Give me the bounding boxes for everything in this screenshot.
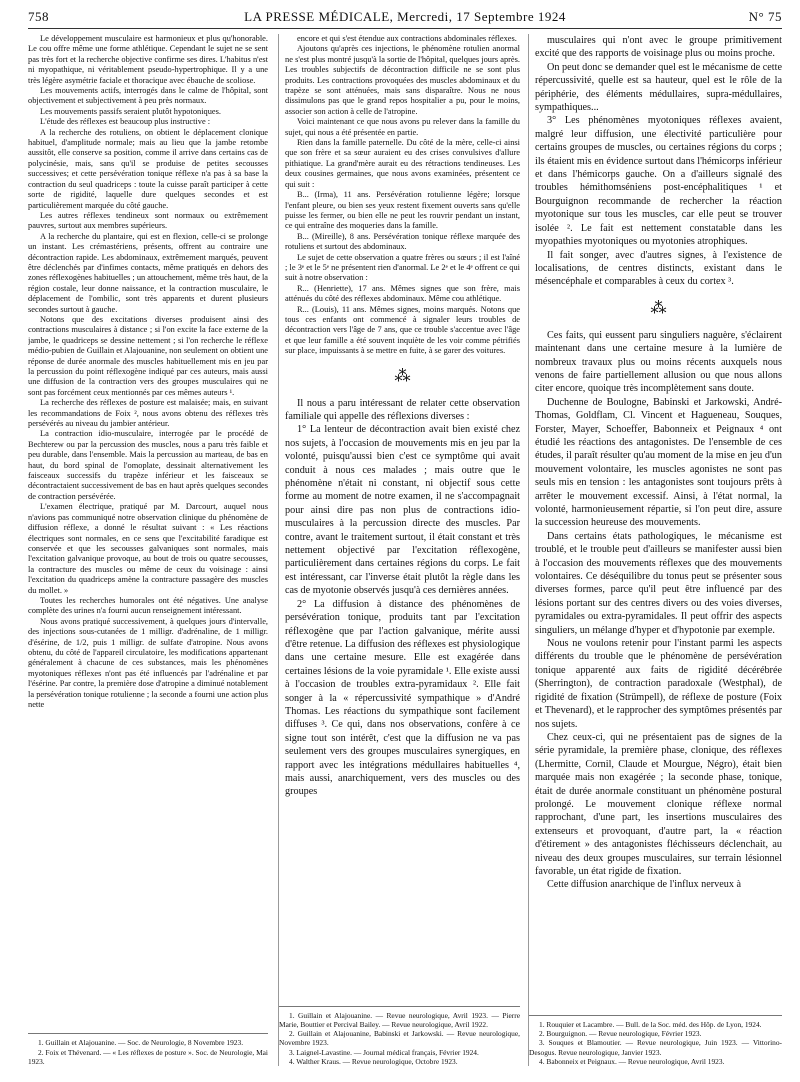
page-header xyxy=(28,6,782,29)
section-separator: ⁂ xyxy=(650,299,667,317)
footnote: 2. Foix et Thévenard. — « Les réflexes de posture ». Soc. de Neurologie, Mai 1923. xyxy=(28,1047,268,1066)
footnote: 4. Babonneix et Peignaux. — Revue neurologique, Avril 1923. xyxy=(539,1056,725,1066)
paragraph: Rien dans la famille paternelle. Du côté de la mère, celle-ci ainsi que son frère et sa sœur auraient eu des crises convulsives d'allure pithiatique. La grand'mère aurait eu des rétractions tendineuses. Les deux cousines germaines, que nous avons examinées, présentent ce qui suit : xyxy=(285,138,520,189)
col1-body xyxy=(28,34,268,710)
paragraph: Notons que des excitations diverses produisent ainsi des contractions musculaires à distance ; si l'on excite la face externe de la jambe, le quadriceps se dessine nettement ; si l'on recherche le réflexe médio-pubien de Guillain et Alajouanine, non seulement on obtient une réponse de durée anormale des muscles habituellement mis en jeu par la percussion du point réflexogène indiqué par ces auteurs, mais aussi une diffusion de la contraction vers des groupes musculaires qui ne sont pas forcément ceux mentionnés par ces mêmes auteurs ¹. xyxy=(28,314,268,397)
col3-body-b xyxy=(535,329,782,892)
paragraph: Nous ne voulons retenir pour l'instant parmi les aspects différents du trouble que le phénomène de persévération tonique apparenté aux faits de rigidité décérébrée (Sherrington), de contraction paradoxale (Westphal), de rigidité de fixation (Strümpell), de réflexe de posture (Foix et Thevenard), et le rapprocher des symptômes présentés par nos sujets. xyxy=(535,638,782,730)
paragraph: Il nous a paru intéressant de relater cette observation familiale qui appelle des réflexions diverses : xyxy=(285,397,520,422)
paragraph: Nous avons pratiqué successivement, à quelques jours d'intervalle, des injections sous-cutanées de 1 milligr. d'adrénaline, de 1 milligr. d'ésérine, de 1/2, puis 1 milligr. de sulfate d'atropine. Nous avons obtenu, du côté de l'appareil circulatoire, les modifications appartenant généralement à chacune de ces substances, mais les phénomènes myotoniques réflexes n'ont pas été influencés par l'adrénaline et par l'ésérine. Par contre, la première dose d'atropine a diminué notablement la persévération tonique rotulienne ; la seconde a fourni une action plus nette xyxy=(28,616,268,709)
footnote: 4. Walther Kraus. — Revue neurologique, Octobre 1923. xyxy=(289,1056,458,1066)
footnotes xyxy=(28,1033,268,1066)
paragraph: R... (Henriette), 17 ans. Mêmes signes que son frère, mais atténués du côté des réflexes abdominaux. Même cou athlétique. xyxy=(285,283,520,304)
paragraph: Les mouvements passifs seraient plutôt hypotoniques. xyxy=(40,106,221,116)
paragraph: Le sujet de cette observation a quatre frères ou sœurs ; il est l'aîné ; le 3ᵉ et le 5ᵉ ne présentent rien d'anormal. Le 2ᵉ et le 4ᵉ offrent ce qui suit à notre observation : xyxy=(285,252,520,283)
paragraph: Les autres réflexes tendineux sont normaux ou extrêmement pauvres, surtout aux membres supérieurs. xyxy=(28,210,268,231)
column-right xyxy=(528,34,782,1066)
paragraph: L'examen électrique, pratiqué par M. Darcourt, auquel nous n'avions pas communiqué notre observation clinique du phénomène de diffusion réflexe, a donné le résultat suivant : « Les réactions électriques sont normales, en ce sens que l'excitabilité faradique est conservée et que les secousses galvaniques sont normales, mais l'excitation galvanique provoque, au bout de trois ou quatre secousses, la contracture des muscles ou même de ceux du voisinage : ainsi l'excitation du quadriceps amène la contracture passagère des muscles du mollet. » xyxy=(28,502,268,595)
footnotes xyxy=(529,1015,782,1066)
footnote: 3. Souques et Blamoutier. — Revue neurologique, Juin 1923. — Vittorino-Desogus. Revue neurologique, Janvier 1923. xyxy=(529,1038,782,1057)
paragraph: Dans certains états pathologiques, le mécanisme est troublé, et le trouble peut d'ailleurs se manifester aussi bien à l'occasion des mouvements réflexes que des mouvements volontaires. Ce déséquilibre du tonus peut se présenter sous diverses formes, parce qu'il peut être influencé par des lésions portant sur des centres divers ou des voies diverses, pyramidales ou extra-pyramidales. Il peut offrir des aspects singuliers, un mélange d'hyper et d'hypotonie par exemple. xyxy=(535,530,782,636)
paragraph: Ajoutons qu'après ces injections, le phénomène rotulien anormal ne s'est plus montré jusqu'à la sortie de l'hôpital, quelques jours après. Les troubles subjectifs de décontraction difficile ne se sont plus produits. Les contractions provoquées des muscles abdominaux et du trapèze se sont atténuées, mais sans disparaître. Nous ne nous dissimulons pas que le grand repos hospitalier a pu, pour le moins, associer son action à celle de l'atropine. xyxy=(285,44,520,116)
page-number: 758 xyxy=(28,9,49,24)
paragraph: La contraction idio-musculaire, interrogée par le procédé de Bechterew ou par la percussion des muscles, nous a paru très faible et peu durable, dans l'ensemble. Mais la percussion au marteau, de bas en haut, du bord spinal de l'omoplate, dessinait alternativement les faisceaux successifs du trapèze inférieur et les faisceaux se décontractaient successivement de bas en haut après quelques secondes de contraction persévérée. xyxy=(28,429,268,501)
paragraph: R... (Louis), 11 ans. Mêmes signes, moins marqués. Notons que tous ces enfants ont commencé à signaler leurs troubles de décontraction vers l'âge de 7 ans, que ce trouble s'accentue avec l'âge et que leur famille a été souvent inquiète de les voir comme pétrifiés sur place, impuissants à se mettre en fuite, à se garer des voitures. xyxy=(285,304,520,356)
journal-title: LA PRESSE MÉDICALE, Mercredi, 17 Septembre 1924 xyxy=(244,9,566,24)
footnote: 1. Guillain et Alajouanine. — Revue neurologique, Avril 1923. — Pierre Marie, Bouttier et Percival Bailey. — Revue neurologique, Avril 1922. xyxy=(279,1010,520,1029)
col2-body-large xyxy=(285,397,520,799)
issue-number: N° 75 xyxy=(748,9,782,24)
column-left xyxy=(28,34,268,1066)
footnote: 2. Guillain et Alajouanine, Babinski et Jarkowski. — Revue neurologique, Novembre 1923. xyxy=(279,1029,520,1048)
paragraph: Il fait songer, avec d'autres signes, à l'existence de localisations, de centres distincts, existant dans le mésencéphale et comparables à ceux du cortex ³. xyxy=(535,249,782,288)
paragraph: La recherche des réflexes de posture est malaisée; mais, en suivant les recommandations de Foix ², nous avons obtenu des réflexes très persévérés au niveau du jambier antérieur. xyxy=(28,398,268,429)
footnote: 3. Laignel-Lavastine. — Journal médical français, Février 1924. xyxy=(289,1047,479,1057)
paragraph: Toutes les recherches humorales ont été négatives. Une analyse complète des urines n'a fourni aucun renseignement intéressant. xyxy=(28,595,268,616)
paragraph: On peut donc se demander quel est le mécanisme de cette répercussivité, quelle est sa hauteur, quel est le rôle de la périphérie, des éléments médullaires, supra-médullaires, sympathiques... xyxy=(535,61,782,114)
paragraph: B... (Irma), 11 ans. Persévération rotulienne légère; lorsque l'enfant pleure, ou bien ses yeux restent fixement ouverts sans qu'elle puisse les fermer, ou bien elle ne peut les rouvrir pendant un instant, ce qui entraîne des moqueries dans la famille. xyxy=(285,190,520,231)
col3-body-a xyxy=(535,34,782,289)
paragraph: Les mouvements actifs, interrogés dans le calme de l'hôpital, sont objectivement et subjectivement à peu près normaux. xyxy=(28,86,268,106)
column-middle xyxy=(278,34,520,1066)
paragraph: Duchenne de Boulogne, Babinski et Jarkowski, André-Thomas, Goldflam, Cl. Vincent et Hagueneau, Souques, Forster, Mayer, Schoeffer, Babonneix et Peignaux ⁴ ont étudié les réactions des antagonistes. De l'ensemble de ces études, il paraît résulter qu'au moment de la mise en jeu d'un mouvement volontaire, les muscles agonistes ne sont pas seuls mis en tension : les antagonistes sont toujours prêts à arrêter le mouvement excessif. Ainsi, à l'état normal, la volonté, harmonieusement répartie, si l'on peut dire, assure la succession heureuse des mouvements. xyxy=(535,396,782,529)
paragraph: 1° La lenteur de décontraction avait bien existé chez nos sujets, à l'occasion de mouvements mis en jeu par la volonté, puisqu'aussi bien c'est ce symptôme qui avait conduit à nous ces malades ; mais outre que le phénomène n'était ni constant, ni objectif sous cette forme au moment de notre examen, il ne s'accompagnait pour ainsi dire pas non plus de contractions idio-musculaires à la percussion directe des muscles. Par contre, avant le traitement surtout, il était constant et très nettement objectivé par l'excitation réflexogène, particulièrement dans certaines régions du corps. Le fait est intéressant, car l'inverse était plutôt la règle dans les cas de myotonie observés jusqu'à ces dernières années. xyxy=(285,424,520,597)
footnote: 1. Guillain et Alajouanine. — Soc. de Neurologie, 8 Novembre 1923. xyxy=(38,1038,244,1048)
paragraph: encore et qui s'est étendue aux contractions abdominales réflexes. xyxy=(297,34,517,43)
paragraph: A la recherche du plantaire, qui est en flexion, celle-ci se prolonge un instant. Les crémastériens, présents, offrent au contraire une décontraction rapide. Les abdominaux, extrêmement marqués, peuvent être déclenchés par d'infimes contacts, même pratiqués en dehors des zones réflexogènes habituelles ; un attouchement, même très haut, de la région costale, leur donne naissance, et la contraction musculaire, le déplacement de l'ombilic, sont très apparents et durent plusieurs secondes surtout à gauche. xyxy=(28,231,268,314)
footnote: 2. Bourguignon. — Revue neurologique, Février 1923. xyxy=(539,1029,702,1039)
paragraph: Chez ceux-ci, qui ne présentaient pas de signes de la série pyramidale, la première phase, clonique, des réflexes (Lhermitte, Cornil, Claude et Mourgue, Négro), était bien marquée mais non exagérée ; la seconde phase, tonique, était de durée anormale constituant un phénomène postural prolongé. Le mouvement clonique réflexe normal rapprochant, d'une part, les insertions musculaires des extenseurs et provoquant, d'autre part, la « réaction d'étirement » des antagonistes fléchisseurs déclenchait, au niveau des deux groupes musculaires, sur terrain lésionnel favorable, un état rigide de fixation. xyxy=(535,731,782,877)
paragraph: Ces faits, qui eussent paru singuliers naguère, s'éclairent maintenant dans une certaine mesure à la lumière de nombreux travaux plus ou moins récents auxquels nous venons de faire partiellement allusion ou que nous allons citer encore, quoique très incomplètement sans doute. xyxy=(535,329,782,395)
paragraph: musculaires qui n'ont avec le groupe primitivement excité que des rapports de voisinage plus ou moins proche. xyxy=(535,35,782,60)
footnote: 1. Rouquier et Lacambre. — Bull. de la Soc. méd. des Hôp. de Lyon, 1924. xyxy=(539,1019,762,1029)
paragraph: Le développement musculaire est harmonieux et plus qu'honorable. Le cou offre même une forme athlétique. Cependant le sujet ne se sent pas très fort et la recherche objective confirme ses dires. L'habitus n'est ni myopathique, ni véritablement pseudo-hypertrophique. Il y a une très légère asymétrie faciale et thoracique avec ébauche de scoliose. xyxy=(28,34,268,85)
paragraph: Cette diffusion anarchique de l'influx nerveux à xyxy=(547,879,742,891)
paragraph: Voici maintenant ce que nous avons pu relever dans la famille du sujet, qui nous a été présentée en partie. xyxy=(285,117,520,137)
paragraph: 3° Les phénomènes myotoniques réflexes avaient, malgré leur diffusion, une électivité particulière pour certains groupes de muscles, ou certaines régions du corps ; ils étaient mis en évidence surtout dans l'hémicorps inférieur et dans l'hémicorps gauche. On a d'ailleurs signalé des troubles hémithomséniens post-encéphalitiques ¹ et Bourguignon recommande de rechercher la réaction myotonique sur tous les muscles, car elle peut se trouver isolée ². Le fait est nettement constatable dans les myopathies myotoniques ou myotonies atrophiques. xyxy=(535,115,782,248)
paragraph: A la recherche des rotuliens, on obtient le déplacement clonique habituel, d'amplitude normale; mais au lieu que la jambe retombe aussitôt, elle conserve sa position, comme il arrive dans certains cas de polycinésie, mais, sans qu'il se produise de petites secousses successives; et cette persévération tonique réflexe n'a pas à sa base la contraction du seul quadriceps : toute la cuisse paraît participer à cette sorte de rigidité, laquelle dure quelques secondes et est particulièrement marquée du côté gauche. xyxy=(28,127,268,210)
footnotes xyxy=(279,1006,520,1066)
section-separator: ⁂ xyxy=(394,367,411,385)
paragraph: 2° La diffusion à distance des phénomènes de persévération tonique, produits tant par l'excitation réflexogène que par l'action galvanique, mérite aussi d'être retenue. La diffusion des réflexes est physiologique dans une certaine mesure. Elle est exagérée dans certaines lésions de la voie pyramidale ¹. Elle existe aussi à l'occasion de troubles extra-pyramidaux ². Elle fait songer à la « répercussivité sympathique » d'André Thomas. Les réactions du sympathique sont facilement diffuses ³. Ce qui, dans nos observations, confère à ce signe tout son intérêt, c'est que la diffusion ne va pas seulement vers des groupes musculaires synergiques, en rapport avec les intégrations médullaires habituelles ⁴, mais aussi, anarchiquement, vers des muscles ou des groupes xyxy=(285,598,520,798)
col2-body-small xyxy=(285,34,520,357)
paragraph: L'étude des réflexes est beaucoup plus instructive : xyxy=(40,117,211,127)
paragraph: B... (Mireille), 8 ans. Persévération tonique réflexe marquée des rotuliens et surtout des abdominaux. xyxy=(285,231,520,252)
